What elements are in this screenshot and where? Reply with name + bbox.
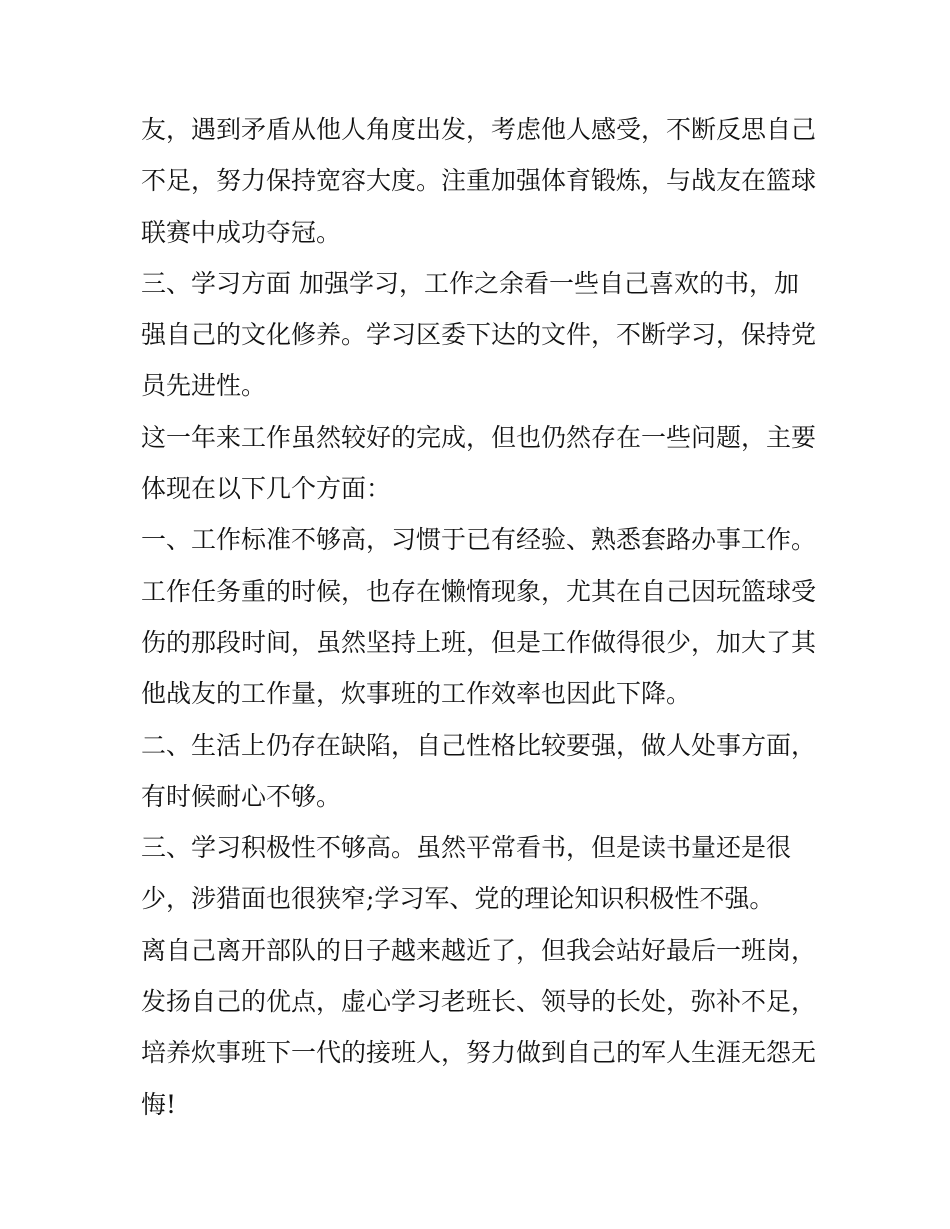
text-line: 体现在以下几个方面： xyxy=(141,474,392,504)
document-body xyxy=(141,104,816,1130)
text-line: 他战友的工作量，炊事班的工作效率也因此下降。 xyxy=(141,679,692,709)
text-line: 强自己的文化修养。学习区委下达的文件，不断学习，保持党 xyxy=(141,320,817,350)
text-line: 联赛中成功夺冠。 xyxy=(141,217,342,247)
text-line: 这一年来工作虽然较好的完成，但也仍然存在一些问题，主要 xyxy=(141,422,817,452)
text-line: 三、学习方面 加强学习，工作之余看一些自己喜欢的书，加 xyxy=(141,268,799,298)
text-line: 员先进性。 xyxy=(141,371,267,401)
text-line: 三、学习积极性不够高。虽然平常看书，但是读书量还是很 xyxy=(141,833,792,863)
text-line: 伤的那段时间，虽然坚持上班，但是工作做得很少，加大了其 xyxy=(141,627,817,657)
text-line: 有时候耐心不够。 xyxy=(141,781,342,811)
text-line: 离自己离开部队的日子越来越近了，但我会站好最后一班岗， xyxy=(141,935,817,965)
text-line: 友，遇到矛盾从他人角度出发，考虑他人感受，不断反思自己 xyxy=(141,115,817,144)
text-line: 工作任务重的时候，也存在懒惰现象，尤其在自己因玩篮球受 xyxy=(141,576,817,606)
text-line: 一、工作标准不够高，习惯于已有经验、熟悉套路办事工作。 xyxy=(141,525,817,555)
text-line: 二、生活上仍存在缺陷，自己性格比较要强，做人处事方面， xyxy=(141,730,817,760)
text-line: 不足，努力保持宽容大度。注重加强体育锻炼，与战友在篮球 xyxy=(141,166,817,196)
text-line: 发扬自己的优点，虚心学习老班长、领导的长处，弥补不足， xyxy=(141,987,817,1017)
text-line: 悔! xyxy=(141,1089,177,1119)
text-line: 少，涉猎面也很狭窄;学习军、党的理论知识积极性不强。 xyxy=(141,884,775,914)
text-line: 培养炊事班下一代的接班人，努力做到自己的军人生涯无怨无 xyxy=(141,1038,817,1068)
